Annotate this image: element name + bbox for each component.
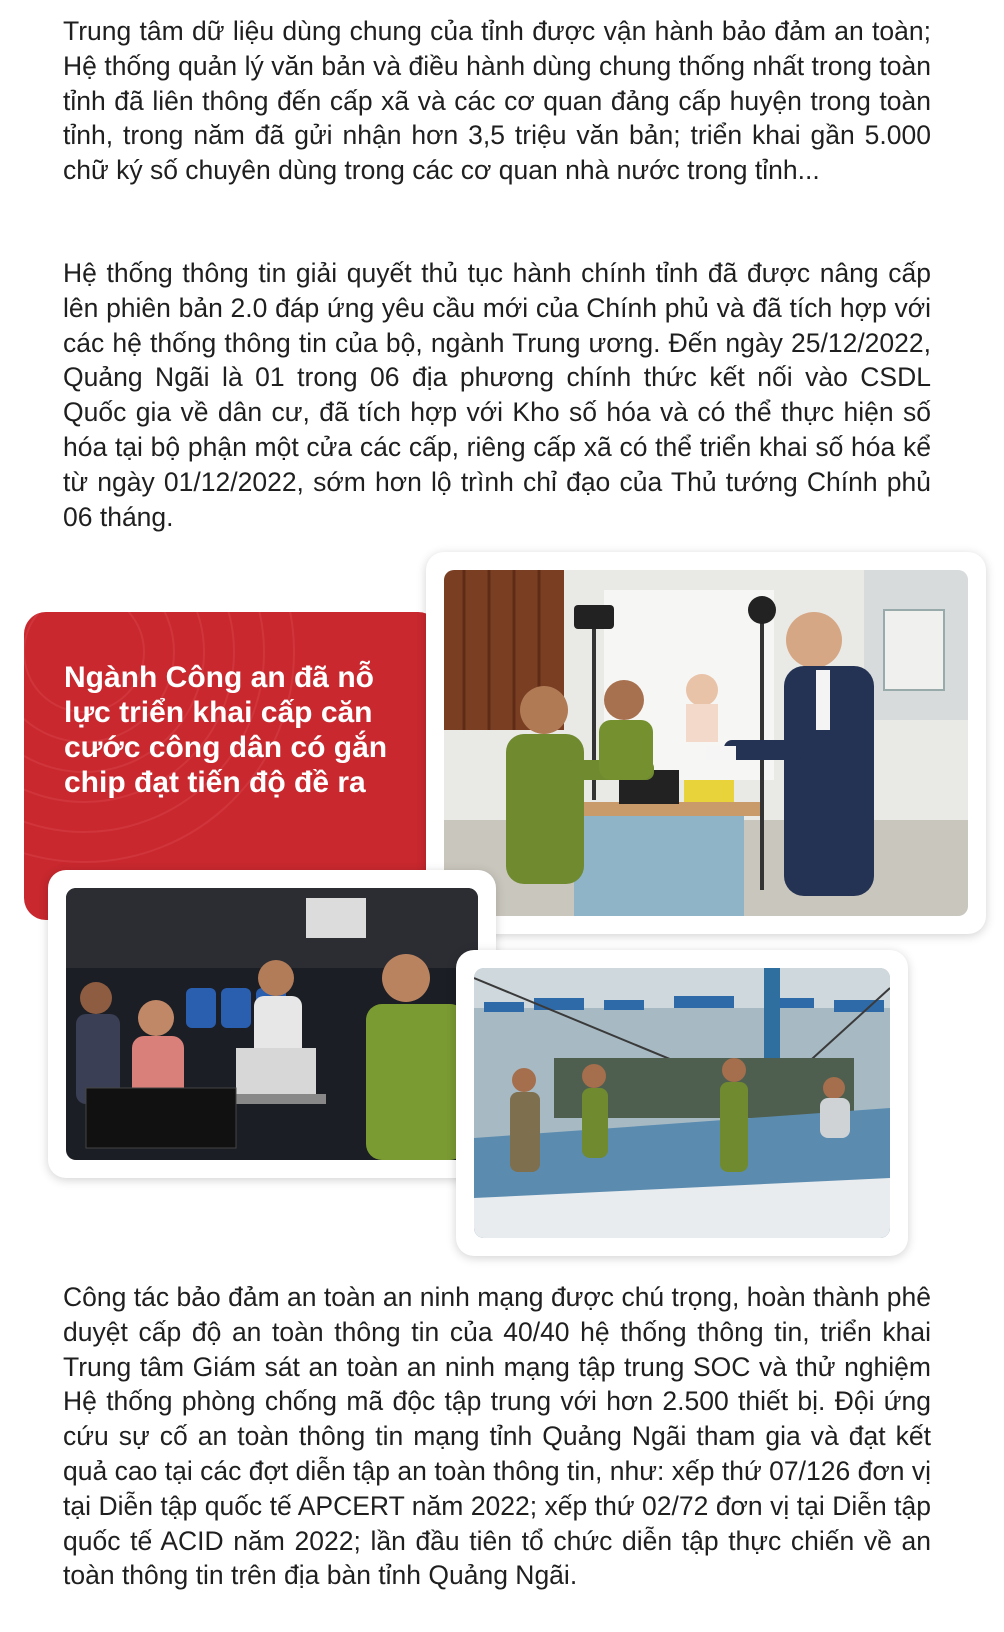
photo-card-id-issuance (426, 552, 986, 934)
photo-boat-illustration (474, 968, 890, 1238)
body-paragraph-3: Công tác bảo đảm an toàn an ninh mạng được chú trọng, hoàn thành phê duyệt cấp độ an toàn thông tin của 40/40 hệ thống thông tin, triển khai Trung tâm Giám sát an toàn an ninh mạng tập trung SOC và thử nghiệm Hệ thống phòng chống mã độc tập trung với hơn 2.500 thiết bị. Đội ứng cứu sự cố an toàn thông tin mạng tỉnh Quảng Ngãi tham gia và đạt kết quả cao tại các đợt diễn tập an toàn thông tin, như: xếp thứ 07/126 đơn vị tại Diễn tập quốc tế APCERT năm 2022; xếp thứ 02/72 đơn vị tại Diễn tập quốc tế ACID năm 2022; lần đầu tiên tổ chức diễn tập thực chiến về an toàn thông tin trên địa bàn tỉnh Quảng Ngãi. (63, 1282, 931, 1591)
body-paragraph-1: Trung tâm dữ liệu dùng chung của tỉnh được vận hành bảo đảm an toàn; Hệ thống quản lý văn bản và điều hành dùng chung thống nhất trong toàn tỉnh đã liên thông đến cấp xã và các cơ quan đảng cấp huyện trong toàn tỉnh, trong năm đã gửi nhận hơn 3,5 triệu văn bản; triển khai gần 5.000 chữ ký số chuyên dùng trong các cơ quan nhà nước trong tỉnh... (63, 16, 931, 186)
photo-fishing-boat (474, 968, 890, 1238)
photo-night-illustration (66, 888, 478, 1160)
photo-id-card-illustration (444, 570, 968, 916)
photo-card-night-registration (48, 870, 496, 1178)
body-paragraph-2: Hệ thống thông tin giải quyết thủ tục hành chính tỉnh đã được nâng cấp lên phiên bản 2.0 đáp ứng yêu cầu mới của Chính phủ và đã tích hợp với các hệ thống thông tin của bộ, ngành Trung ương. Đến ngày 25/12/2022, Quảng Ngãi là 01 trong 06 địa phương chính thức kết nối vào CSDL Quốc gia về dân cư, đã tích hợp với Kho số hóa và có thể thực hiện số hóa tại bộ phận một cửa các cấp, riêng cấp xã có thể triển khai số hóa kể từ ngày 01/12/2022, sớm hơn lộ trình chỉ đạo của Thủ tướng Chính phủ 06 tháng. (63, 258, 931, 532)
photo-night-registration (66, 888, 478, 1160)
photo-card-fishing-boat (456, 950, 908, 1256)
highlight-title: Ngành Công an đã nỗ lực triển khai cấp căn cước công dân có gắn chip đạt tiến độ đề ra (64, 661, 388, 799)
photo-id-card-issuance (444, 570, 968, 916)
